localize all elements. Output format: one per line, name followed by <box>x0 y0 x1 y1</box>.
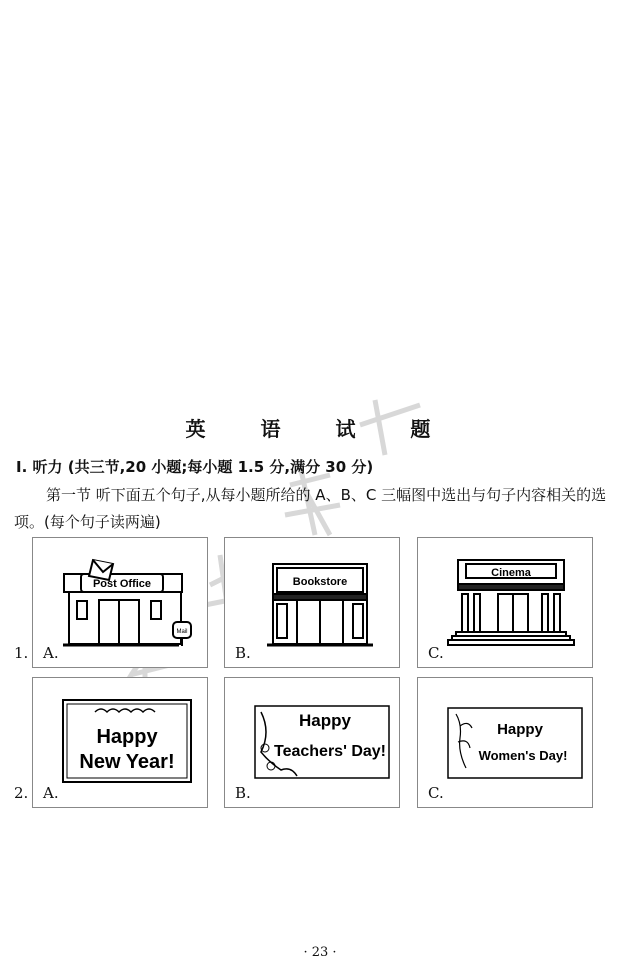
option-label: A. <box>43 644 59 662</box>
option-box-post-office[interactable] <box>32 537 208 668</box>
question-number: 1. <box>14 644 29 662</box>
womens-day-card-icon <box>418 678 594 809</box>
post-office-sign: Post Office <box>92 578 152 590</box>
option-box-bookstore[interactable] <box>224 537 400 668</box>
bookstore-building-icon <box>225 538 401 669</box>
option-label: C. <box>428 644 444 662</box>
cinema-sign: Cinema <box>491 567 531 579</box>
question-2-row <box>0 677 640 812</box>
instruction-text: 第一节 听下面五个句子,从每小题所给的 A、B、C 三幅图中选出与句子内容相关的选项。(每个句子读两遍) <box>14 486 607 531</box>
new-year-card-icon <box>33 678 209 809</box>
bookstore-sign: Bookstore <box>292 576 348 588</box>
page-title: 英 语 试 题 <box>185 417 455 441</box>
card-line-2: New Year! <box>79 751 175 773</box>
cinema-building-icon <box>418 538 594 669</box>
option-label: C. <box>428 784 444 802</box>
option-label: B. <box>235 784 251 802</box>
option-box-womens-day-card[interactable] <box>417 677 593 808</box>
option-label: A. <box>43 784 59 802</box>
option-box-cinema[interactable] <box>417 537 593 668</box>
card-line-1: Happy <box>299 711 351 730</box>
page-number: · 23 · <box>303 945 337 960</box>
mailbox-label: Mail <box>176 629 188 635</box>
card-line-2: Women's Day! <box>478 748 568 763</box>
option-box-new-year-card[interactable] <box>32 677 208 808</box>
card-line-1: Happy <box>96 726 158 748</box>
option-label: B. <box>235 644 251 662</box>
question-number: 2. <box>14 784 29 802</box>
question-1-row <box>0 537 640 672</box>
post-office-building-icon <box>33 538 209 669</box>
teachers-day-card-icon <box>225 678 401 809</box>
card-line-1: Happy <box>497 721 543 738</box>
option-box-teachers-day-card[interactable] <box>224 677 400 808</box>
card-line-2: Teachers' Day! <box>273 743 387 760</box>
section-heading: Ⅰ. 听力 (共三节,20 小题;每小题 1.5 分,满分 30 分) <box>16 458 374 476</box>
